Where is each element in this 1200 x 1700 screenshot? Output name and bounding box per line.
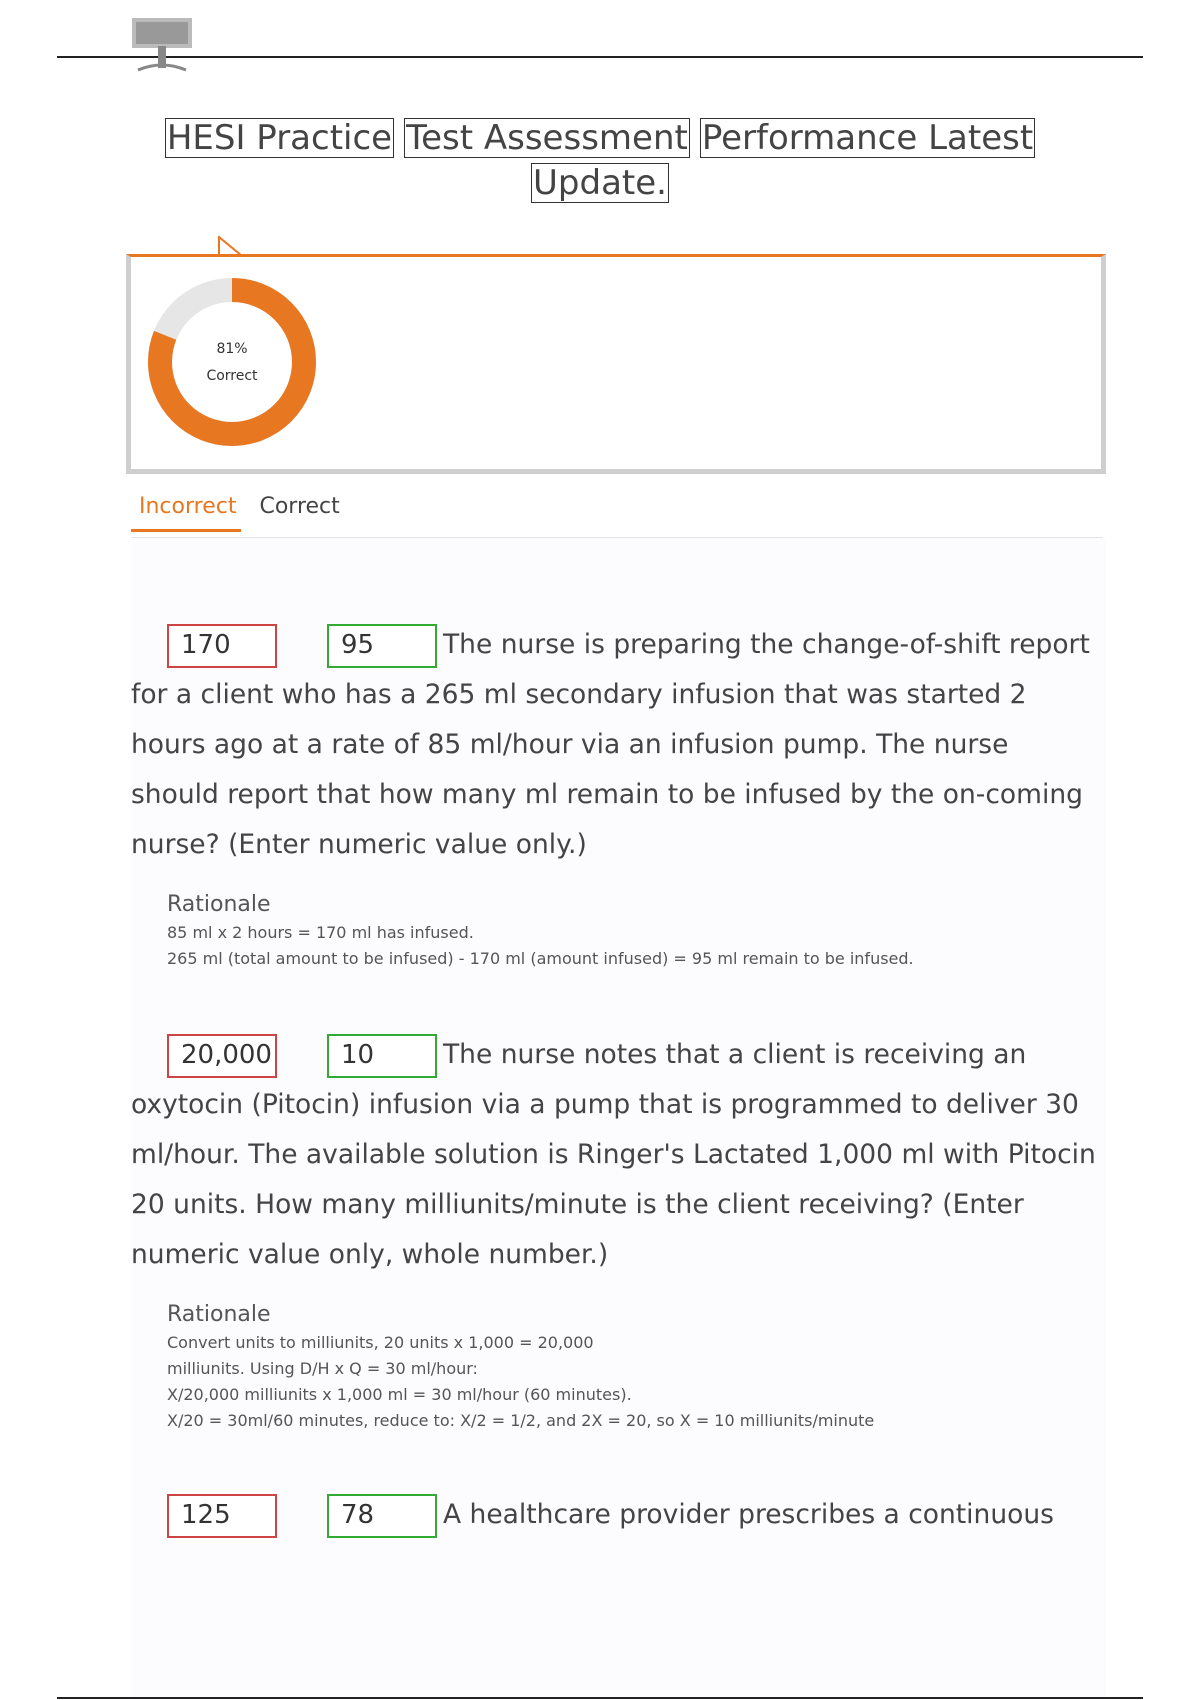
question-body [131, 620, 1103, 870]
header-rule [57, 56, 1143, 58]
result-tabs [131, 494, 355, 532]
title-word: Test Assessment [406, 118, 688, 158]
correct-answer-box: 78 [327, 1494, 437, 1538]
footer-rule [57, 1697, 1143, 1699]
score-percent: 81% [216, 341, 248, 357]
rationale [167, 1300, 1103, 1434]
question-body [131, 1490, 1103, 1540]
page-title [100, 116, 1100, 206]
rationale-heading: Rationale [167, 1302, 271, 1327]
rationale-line: milliunits. Using D/H x Q = 30 ml/hour: [167, 1359, 478, 1378]
rationale-heading: Rationale [167, 892, 271, 917]
question-text: The nurse is preparing the change-of-shift report for a client who has a 265 ml secondary infusion that was started 2 hours ago at a rate of 85 ml/hour via an infusion pump. The nurse should report that how many ml remain to be infused by the on-coming nurse? (Enter numeric value only.) [131, 629, 1090, 860]
question-text: The nurse notes that a client is receiving an oxytocin (Pitocin) infusion via a pump that is programmed to deliver 30 ml/hour. The available solution is Ringer's Lactated 1,000 ml with Pitocin 20 units. How many milliunits/minute is the client receiving? (Enter numeric value only, whole number.) [131, 1039, 1096, 1270]
correct-answer-box: 10 [327, 1034, 437, 1078]
question-text: A healthcare provider prescribes a continuous [443, 1499, 1054, 1530]
correct-answer-box: 95 [327, 624, 437, 668]
question-item [131, 1030, 1103, 1434]
question-item [131, 620, 1103, 972]
rationale-line: 85 ml x 2 hours = 170 ml has infused. [167, 923, 474, 942]
tab-correct[interactable]: Correct [259, 494, 340, 519]
question-item [131, 1490, 1103, 1540]
rationale-line: X/20 = 30ml/60 minutes, reduce to: X/2 = 1/2, and 2X = 20, so X = 10 milliunits/minute [167, 1411, 875, 1430]
publisher-logo [130, 16, 194, 74]
title-word: Update. [533, 163, 667, 203]
your-answer-box: 125 [167, 1494, 277, 1538]
your-answer-box: 20,000 [167, 1034, 277, 1078]
score-caption: Correct [206, 368, 258, 384]
rationale-line: X/20,000 milliunits x 1,000 ml = 30 ml/hour (60 minutes). [167, 1385, 632, 1404]
title-word: HESI Practice [166, 118, 393, 158]
title-word: Performance Latest [701, 118, 1034, 158]
your-answer-box: 170 [167, 624, 277, 668]
rationale-line: 265 ml (total amount to be infused) - 170 ml (amount infused) = 95 ml remain to be infused. [167, 949, 914, 968]
rationale [167, 890, 1103, 972]
question-body [131, 1030, 1103, 1280]
donut-label [148, 336, 316, 390]
rationale-line: Convert units to milliunits, 20 units x 1,000 = 20,000 [167, 1333, 594, 1352]
tab-incorrect[interactable]: Incorrect [131, 494, 241, 532]
